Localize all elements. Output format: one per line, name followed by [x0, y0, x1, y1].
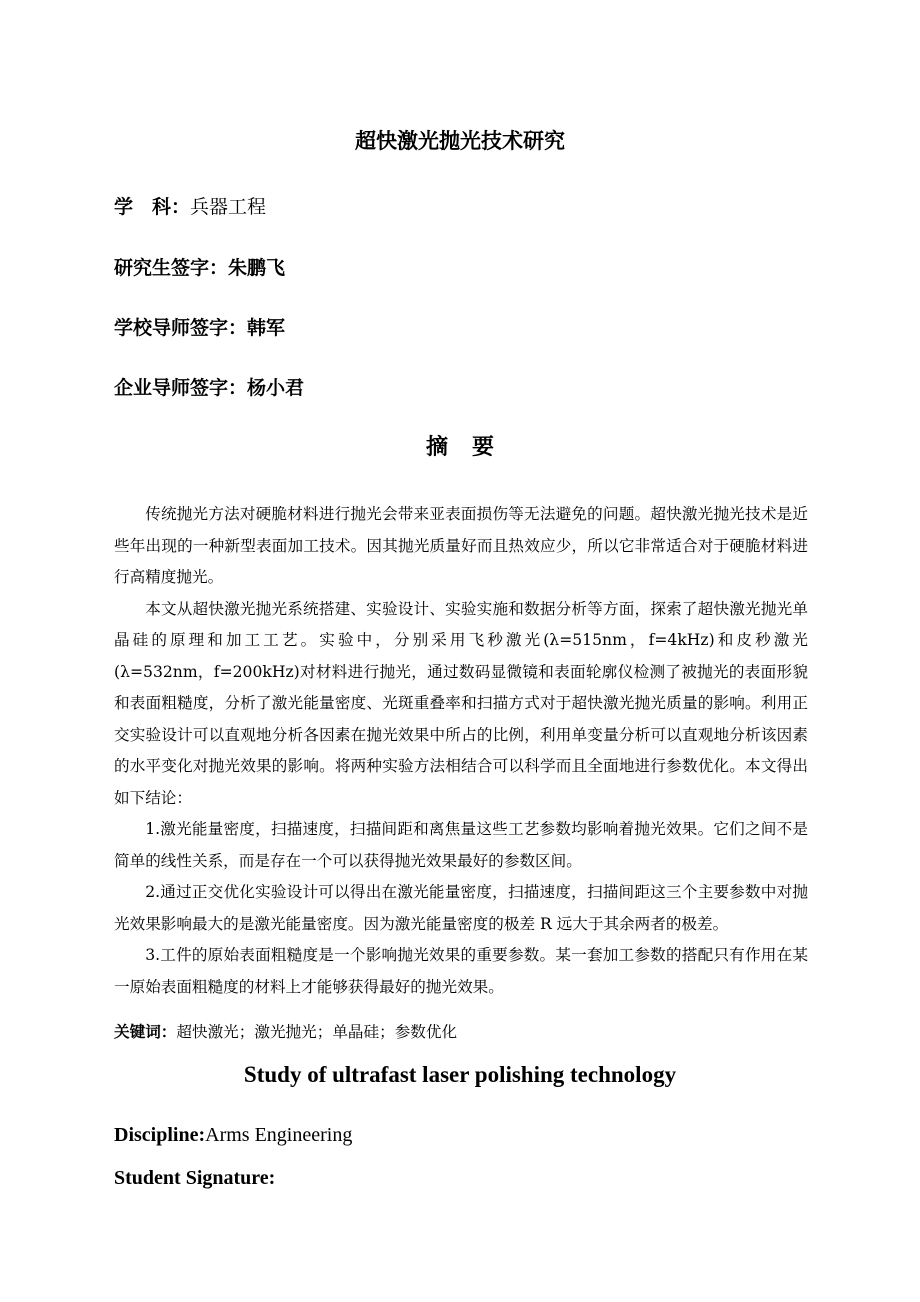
field-company-advisor-value: 杨小君 — [247, 377, 305, 399]
abstract-body — [114, 499, 808, 1003]
en-discipline-value: Arms Engineering — [205, 1124, 353, 1146]
field-company-advisor — [114, 373, 304, 403]
field-school-advisor-label: 学校导师签字： — [114, 317, 248, 339]
field-student-signature — [114, 253, 285, 283]
keywords-line — [114, 1018, 457, 1046]
chinese-title: 超快激光抛光技术研究 — [355, 129, 565, 153]
conclusion-item: 1.激光能量密度，扫描速度，扫描间距和离焦量这些工艺参数均影响着抛光效果。它们之间不是简单的线性关系，而是存在一个可以获得抛光效果最好的参数区间。 — [114, 820, 808, 870]
keywords-value: 超快激光；激光抛光；单晶硅；参数优化 — [176, 1023, 458, 1041]
conclusion-item: 2.通过正交优化实验设计可以得出在激光能量密度，扫描速度，扫描间距这三个主要参数中对抛光效果影响最大的是激光能量密度。因为激光能量密度的极差 R 远大于其余两者的极差。 — [114, 883, 808, 933]
conclusion-item: 3.工件的原始表面粗糙度是一个影响抛光效果的重要参数。某一套加工参数的搭配只有作用在某一原始表面粗糙度的材料上才能够获得最好的抛光效果。 — [114, 946, 808, 996]
field-discipline-label: 学 科： — [114, 196, 191, 218]
field-company-advisor-label: 企业导师签字： — [114, 377, 248, 399]
field-discipline-value: 兵器工程 — [190, 196, 267, 218]
field-school-advisor-value: 韩军 — [247, 317, 286, 339]
field-school-advisor — [114, 313, 285, 343]
en-field-discipline — [114, 1120, 352, 1150]
abstract-paragraph: 本文从超快激光抛光系统搭建、实验设计、实验实施和数据分析等方面，探索了超快激光抛光单晶硅的原理和加工工艺。实验中，分别采用飞秒激光(λ=515nm，f=4kHz)和皮秒激光(λ=532nm，f=200kHz)对材料进行抛光，通过数码显微镜和表面轮廓仪检测了被抛光的表面形貌和表面粗糙度，分析了激光能量密度、光斑重叠率和扫描方式对于超快激光抛光质量的影响。利用正交实验设计可以直观地分析各因素在抛光效果中所占的比例，利用单变量分析可以直观地分析该因素的水平变化对抛光效果的影响。将两种实验方法相结合可以科学而且全面地进行参数优化。本文得出如下结论： — [114, 599, 808, 807]
field-discipline — [114, 192, 266, 222]
en-discipline-label: Discipline: — [114, 1124, 206, 1146]
abstract-paragraph: 传统抛光方法对硬脆材料进行抛光会带来亚表面损伤等无法避免的问题。超快激光抛光技术是近些年出现的一种新型表面加工技术。因其抛光质量好而且热效应少，所以它非常适合对于硬脆材料进行高精度抛光。 — [114, 505, 808, 586]
keywords-label: 关键词： — [114, 1023, 177, 1041]
english-title: Study of ultrafast laser polishing technology — [243, 1062, 677, 1087]
en-field-student-signature — [114, 1163, 275, 1193]
abstract-heading: 摘要 — [425, 435, 518, 460]
field-student-value: 朱鹏飞 — [228, 257, 286, 279]
en-student-label: Student Signature: — [114, 1167, 276, 1189]
field-student-label: 研究生签字： — [114, 257, 229, 279]
